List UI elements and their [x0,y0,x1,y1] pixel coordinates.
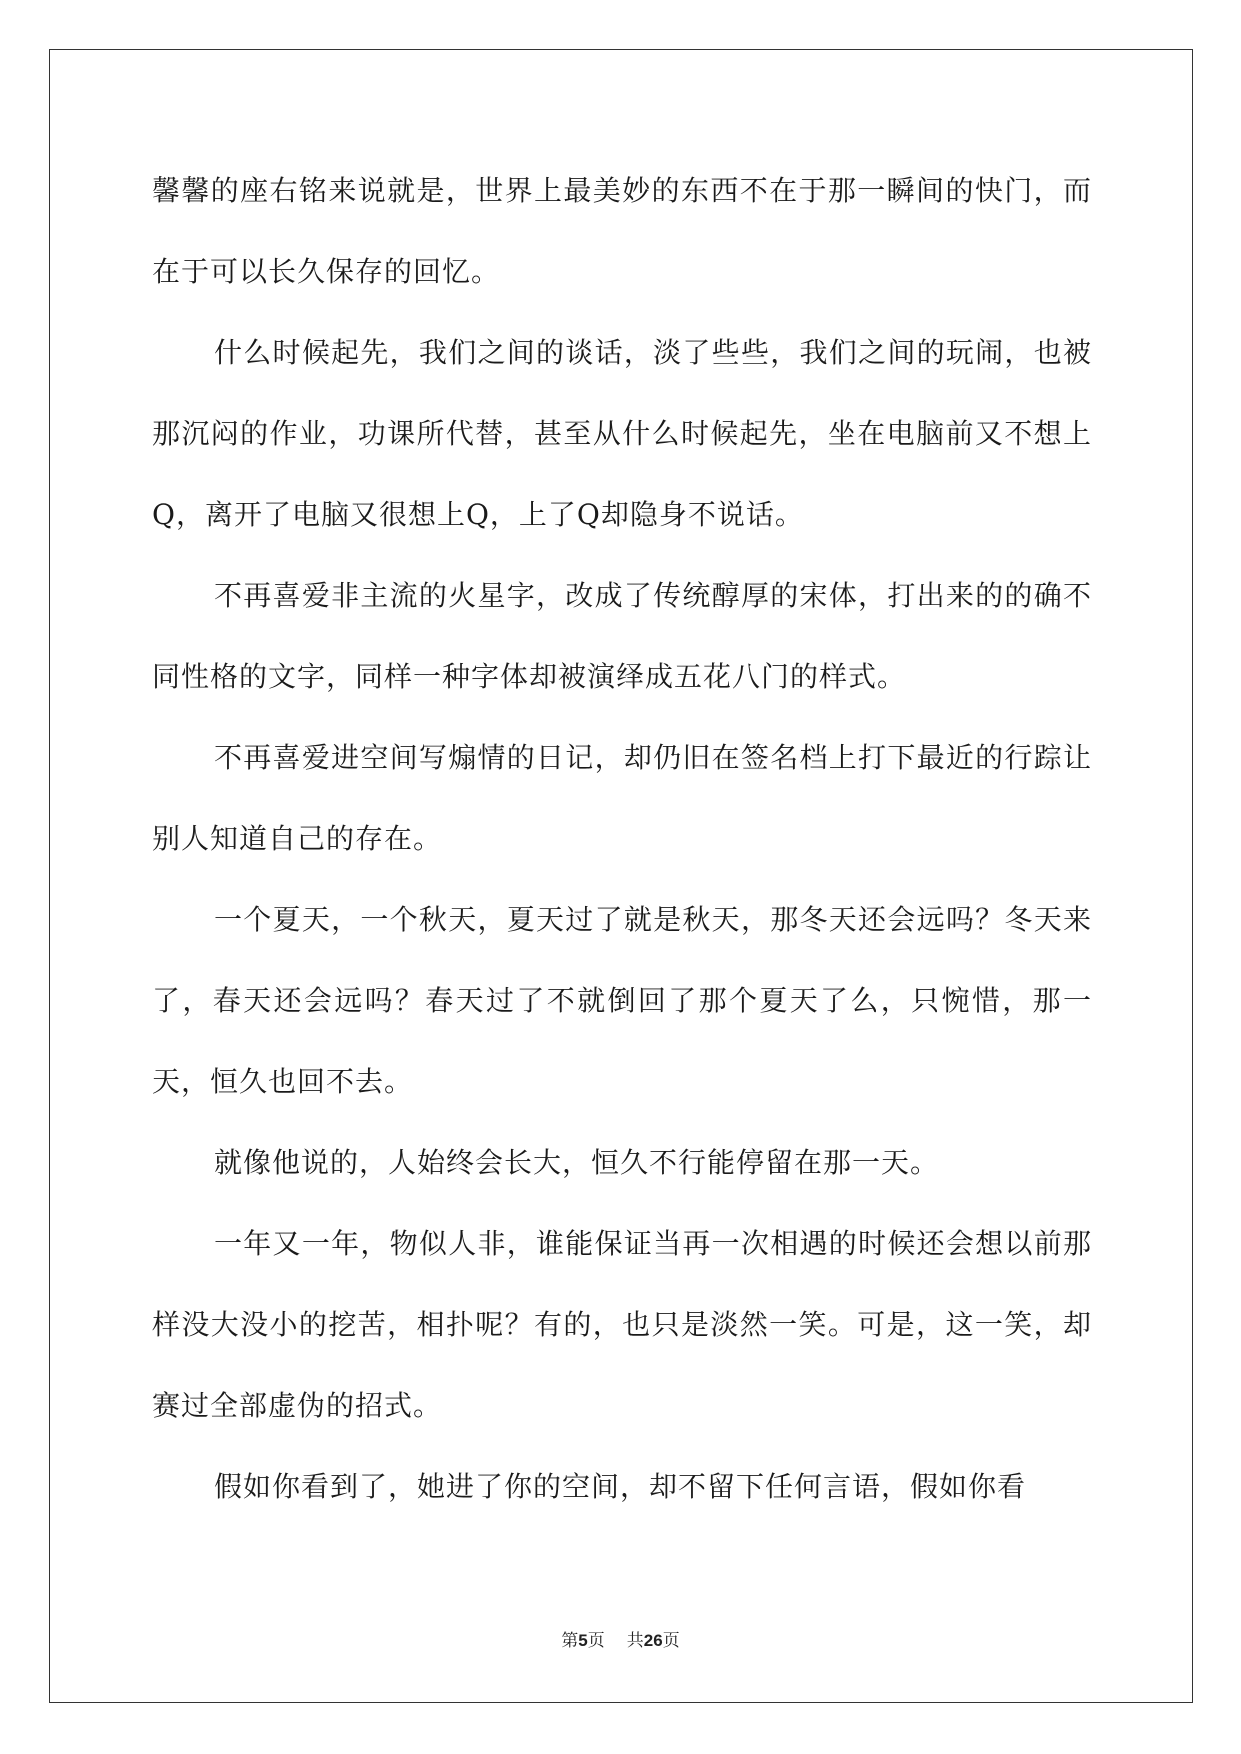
total-suffix: 页 [662,1631,680,1651]
total-pages: 26 [643,1631,663,1650]
paragraph: 假如你看到了，她进了你的空间，却不留下任何言语，假如你看 [214,1470,1027,1503]
paragraph: 一年又一年，物似人非，谁能保证当再一次相遇的时候还会想以前那样没大没小的挖苦，相扑呢？有的，也只是淡然一笑。可是，这一笑，却赛过全部虚伪的招式。 [152,1227,1092,1422]
document-body [152,150,1092,1527]
page-number: 5 [578,1631,588,1650]
page-prefix: 第 [561,1631,579,1651]
page-suffix: 页 [587,1631,605,1651]
paragraph: 什么时候起先，我们之间的谈话，淡了些些，我们之间的玩闹，也被那沉闷的作业，功课所代替，甚至从什么时候起先，坐在电脑前又不想上Q，离开了电脑又很想上Q，上了Q却隐身不说话。 [152,336,1092,531]
paragraph: 不再喜爱进空间写煽情的日记，却仍旧在签名档上打下最近的行踪让别人知道自己的存在。 [152,741,1092,855]
paragraph: 就像他说的，人始终会长大，恒久不行能停留在那一天。 [214,1146,940,1179]
paragraph: 馨馨的座右铭来说就是，世界上最美妙的东西不在于那一瞬间的快门，而在于可以长久保存的回忆。 [152,174,1092,288]
paragraph: 一个夏天，一个秋天，夏天过了就是秋天，那冬天还会远吗？冬天来了，春天还会远吗？春天过了不就倒回了那个夏天了么，只惋惜，那一天，恒久也回不去。 [152,903,1092,1098]
paragraph: 不再喜爱非主流的火星字，改成了传统醇厚的宋体，打出来的的确不同性格的文字，同样一种字体却被演绎成五花八门的样式。 [152,579,1092,693]
page-footer [0,1626,1241,1651]
total-prefix: 共 [626,1631,644,1651]
